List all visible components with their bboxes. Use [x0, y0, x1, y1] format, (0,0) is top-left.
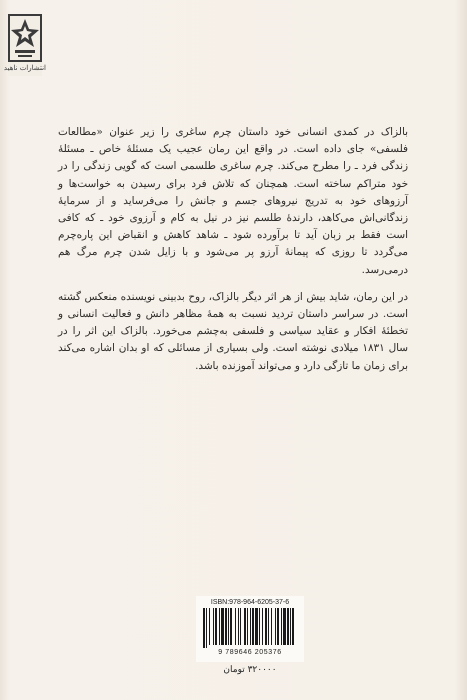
- blurb-paragraph-1: بالزاک در کمدی انسانی خود داستان چرم ساغری را زیر عنوان «مطالعات فلسفی» جای داده است. در واقع این رمان عجیب یک مسئلهٔ خاص ـ مسئلهٔ زندگی فرد ـ را مطرح می‌کند. چرم ساغری طلسمی است که گویی زندگی را در خود متراکم ساخته است. همچنان که تلاش فرد برای رسیدن به خواست‌ها و آرزوهای خود به تدریج نیروهای جسم و جانش را می‌فرساید و از سرمایهٔ زندگانی‌اش می‌کاهد، دارندهٔ طلسم نیز در نیل به کام و آرزوی خود ـ که کافی است فقط بر زبان آید تا برآورده شود ـ شاهد کاهش و انقباض این پاره‌چرم می‌گردد تا روزی که پیمانهٔ آرزو پر می‌شود و با زایل شدن چرم مرگ هم درمی‌رسد.: [58, 126, 408, 276]
- publisher-logo: [3, 14, 46, 76]
- blurb-paragraph-2: در این رمان، شاید بیش از هر اثر دیگر بالزاک، روح بدبینی نویسنده منعکس گشته است. در سراسر داستان تردید نسبت به همهٔ مظاهر دانش و فعالیت انسانی و تخطئهٔ افکار و عقاید سیاسی و فلسفی به‌چشم می‌خورد. بالزاک این اثر را در سال ۱۸۳۱ میلادی نوشته است. ولی بسیاری از مسائلی که او بدان اشاره می‌کند برای زمان ما تازگی دارد و می‌تواند آموزنده باشد.: [58, 290, 408, 372]
- publisher-name: انتشارات ناهید: [3, 64, 46, 72]
- star-emblem-icon: [8, 14, 42, 62]
- isbn-barcode-block: [196, 596, 304, 662]
- blurb: [58, 124, 408, 385]
- price: ۳۲۰۰۰۰ تومان: [223, 665, 277, 675]
- barcode-digits: 9 789646 205376: [218, 649, 282, 656]
- barcode-icon: [202, 608, 298, 648]
- isbn-label: ISBN:978-964-6205-37-6: [210, 599, 290, 606]
